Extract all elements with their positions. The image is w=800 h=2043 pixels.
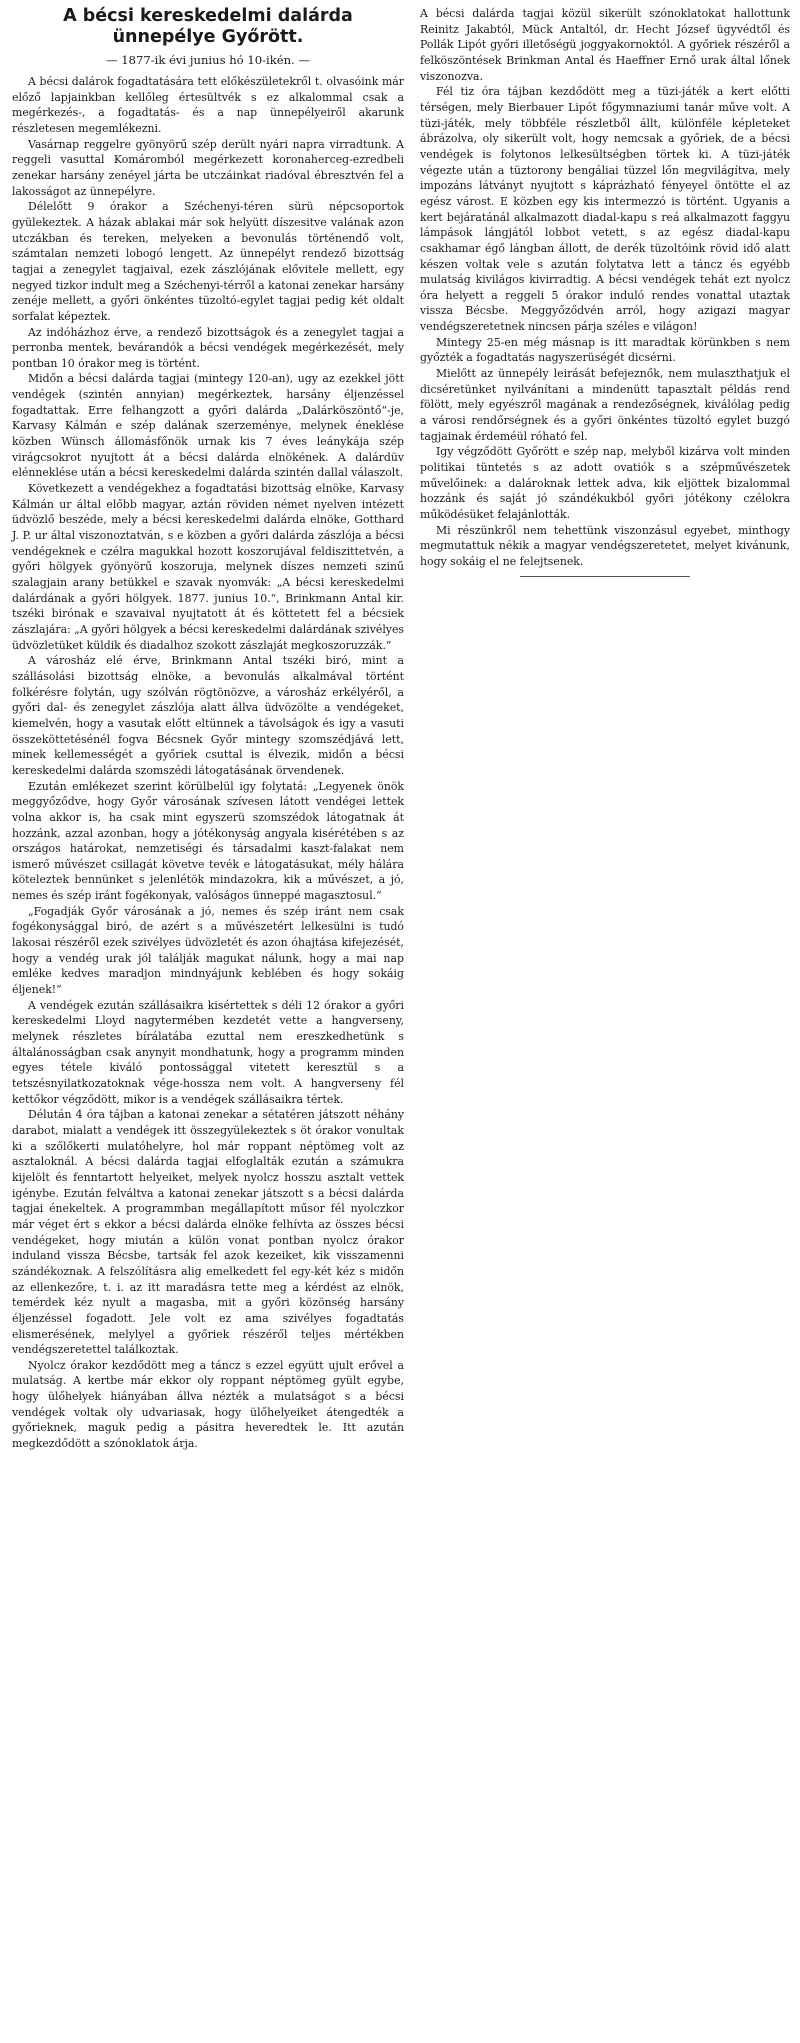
paragraph-continued: A bécsi dalárda tagjai közül sikerült szónoklatokat hallottunk Reinitz Jakabtól, Mück Antaltól, dr. Hecht József ügyvédtől és Pollák Lipót győri illetőségü joggyakornoktól. A győriek részéről a felköszöntések Brinkman Antal és Haeffner Ernő urak által lőnek viszonozva. [420,7,790,83]
end-rule [520,576,690,577]
paragraph: Midőn a bécsi dalárda tagjai (mintegy 120-an), ugy az ezekkel jött vendégek (szintén annyian) megérkeztek, harsány éljenzéssel fogadtattak. Erre felhangzott a győri dalárda „Dalárköszöntő“-je, Karvasy Kálmán e szép dalának szerzeménye, melynek éneklése közben Wünsch állomásfőnök urnak kis 7 éves leánykája szép virágcsokrot nyujtott át a bécsi dalárda elnökének. A dalárdüv elénneklése után a bécsi kereskedelmi dalárda szintén dallal válaszolt. [12,372,404,480]
paragraph: Fél tiz óra tájban kezdődött meg a tüzi-játék a kert előtti térségen, mely Bierbauer Lipót főgymnaziumi tanár műve volt. A tüzi-játék, mely többféle részletből állt, különféle képleteket ábrázolva, oly sikerült volt, hogy nemcsak a győriek, de a bécsi vendégek is folytonos lelkesültségben törtek ki. A tüzi-játék végezte után a tüztorony bengáliai tüzzel lőn megvilágítva, mely impozáns látványt nyujtott s káprázható fényeyel öntötte el az egész várost. E közben egy kis intermezzó is történt. Ugyanis a kert bejáratánál alkalmazott diadal-kapu s reá alkalmazott faggyu lámpások lángjától lobbot vetett, s az egész diadal-kapu csakhamar égő lángban állott, de derék tüzoltóink rövid idő alatt készen voltak vele s azután folytatva lett a táncz és egyébb mulatság kivilágos kivirradtig. A bécsi vendégek tehát ezt nyolcz óra helyett a reggeli 5 órakor induló rendes vonattal utaztak vissza Bécsbe. Meggyőződvén arról, hogy azigazi magyar vendégszeretetnek nincsen párja széles e világon! [420,85,790,334]
paragraph: Következett a vendégekhez a fogadtatási bizottság elnöke, Karvasy Kálmán ur által előbb magyar, aztán röviden német nyelven intézett üdvözlő beszéde, mely a bécsi kereskedelmi dalárda elnöke, Gotthard J. P. ur által viszonoztatván, s e közben a győri dalárda zászlója a bécsi vendégeknek e czélra magukkal hozott koszorujával feldiszittetvén, a győri hölgyek gyönyörű koszoruja, melynek díszes nemzeti szinű szalagjain arany betükkel e szavak nyomvák: „A bécsi kereskedelmi dalárdának a győri hölgyek. 1877. junius 10.“, Brinkmann Antal kir. tszéki birónak e szavaival nyujtatott át és köttetett fel a bécsiek zászlajára: „A győri hölgyek a bécsi kereskedelmi dalárdának szivélyes üdvözletüket küldik és diadalhoz szokott zászlaját megkoszoruzzák.“ [12,482,404,652]
paragraph: A vendégek ezután szállásaikra kisértettek s déli 12 órakor a győri kereskedelmi Lloyd nagytermében kezdetét vette a hangverseny, melynek részletes bírálatába ezuttal nem ereszkedhetünk s általánosságban csak anynyit mondhatunk, hogy a programm minden egyes tétele kiváló pontossággal vitetett keresztül s a tetszésnyilatkozatoknak vége-hossza nem volt. A hangverseny fél kettőkor végződött, mikor is a vendégek szállásaikra tértek. [12,998,404,1106]
paragraph: Délelőtt 9 órakor a Széchenyi-téren sürü népcsoportok gyülekeztek. A házak ablakai már sok helyütt díszesitve valának azon utczákban és tereken, melyeken a bevonulás történendő volt, számtalan nemzeti lobogó lengett. Az ünnepélyt rendező bizottság tagjai a zenegylet tagjaival, ezek zászlójának elővitele mellett, egy negyed tizkor indult meg a Széchenyi-térről a katonai zenekar harsány zenéje mellett, a győri önkéntes tüzoltó-egylet tagjai pedig két oldalt sorfalat képeztek. [12,200,404,323]
article-dateline: — 1877-ik évi junius hó 10-ikén. — [105,53,311,67]
paragraph: Igy végződött Győrött e szép nap, melyből kizárva volt minden politikai tüntetés s az adott ovatiók s a szépművészetek művelőinek: a dalároknak lettek adva, kik eljöttek bizalommal hozzánk és saját jó szándékukból győri jótékony czélokra működésüket felajánlották. [420,445,790,521]
paragraph: Mielőtt az ünnepély leirását befejeznők, nem mulaszthatjuk el dicséretünket nyilvánítani a mindenütt tapasztalt példás rend fölött, mely egyészről magának a rendezőségnek, kiválólag pedig a városi rendőrségnek és a győri önkéntes tüzoltó egylet buzgó tagjainak érdeméül róható fel. [420,367,790,443]
paragraph: Ezután emlékezet szerint körülbelül igy folytatá: „Legyenek önök meggyőződve, hogy Győr városának szívesen látott vendégei lettek volna akkor is, ha csak mint egyszerü szomszédok látogatnak át hozzánk, azzal azonban, hogy a jótékonyság angyala kisérétében s az országos határokat, nemzetiségi és társadalmi kaszt-falakat nem ismerő művészet csillagát követve tevék e látogatásukat, mély hálára köteleztek bennünket s jelenlétök mindazokra, kik a művészet, a jó, nemes és szép iránt fogékonyak, valóságos ünneppé magasztosul.“ [12,779,404,903]
title-line-2: ünnepélye Győrött. [112,27,304,47]
left-column [12,6,404,1452]
title-line-1: A bécsi kereskedelmi dalárda [63,6,353,26]
paragraph: Mintegy 25-en még másnap is itt maradtak körünkben s nem győzték a fogadtatás nagyszerüségét dicsérni. [420,335,790,365]
paragraph: A bécsi dalárok fogadtatására tett előkészületekről t. olvasóink már előző lapjainkban kellőleg értesültvék s ez alkalommal csak a megérkezés-, a fogadtatás- és a nap ünnepélyeiről akarunk részletesen megemlékezni. [12,75,404,135]
article-title [12,6,404,48]
paragraph: „Fogadják Győr városának a jó, nemes és szép iránt nem csak fogékonysággal biró, de azért s a művészetért lelkesülni is tudó lakosai részéről ezek szivélyes üdvözletét és azon óhajtása kifejezését, hogy a vendég urak jól találják magukat nálunk, hogy a mai nap emléke kedves maradjon mindnyájunk keblében és hogy sokáig éljenek!“ [12,904,404,997]
end-rule-wrap [420,570,790,580]
paragraph: Délután 4 óra tájban a katonai zenekar a sétatéren játszott néhány darabot, mialatt a vendégek itt összegyülekeztek s öt órakor vonultak ki a szőlőkerti mulatóhelyre, hol már roppant néptömeg volt az asztaloknál. A bécsi dalárda tagjai elfoglalták ezután a számukra kijelölt és fenntartott helyeiket, melyek nyolcz hosszu asztalt vettek igénybe. Ezután felváltva a katonai zenekar játszott s a bécsi dalárda tagjai énekeltek. A programmban megállapított műsor fél nyolczkor már véget ért s ekkor a bécsi dalárda elnöke felhívta az összes bécsi vendégeket, hogy miután a külön vonat pontban nyolcz órakor induland vissza Bécsbe, tartsák fel azok kezeiket, kik visszamenni szándékoznak. A felszólításra alig emelkedett fel egy-két kéz s midőn az ellenkezőre, t. i. az itt maradásra tette meg a kérdést az elnök, temérdek kéz nyult a magasba, mit a győri közönség harsány éljenzéssel fogadott. Jele volt ez ama szivélyes fogadtatás elismerésének, melylyel a győriek részéről teljes mértékben vendégszeretettel találkoztak. [12,1108,404,1357]
paragraph: Az indóházhoz érve, a rendező bizottságok és a zenegylet tagjai a perronba mentek, bevárandók a bécsi vendégek megérkezését, mely pontban 10 órakor meg is történt. [12,325,404,370]
right-column [420,6,790,580]
paragraph: A városház elé érve, Brinkmann Antal tszéki biró, mint a szállásolási bizottság elnöke, a bevonulás alkalmával történt folkérésre folytán, ugy szólván rögtönözve, a városház erkélyéről, a győri dal- és zenegylet zászlója alatt állva üdvözölte a vendégeket, kiemelvén, hogy a vasutak előtt eltünnek a távolságok és igy a vasuti összeköttetésénél fogva Bécsnek Győr mintegy szomszédjává lett, minek kellemességét a győriek csuttal is élvezik, midőn a bécsi kereskedelmi dalárda szomszédi látogatásának örvendenek. [12,654,404,777]
paragraph: Nyolcz órakor kezdődött meg a táncz s ezzel együtt ujult erővel a mulatság. A kertbe már ekkor oly roppant néptömeg gyült egybe, hogy ülőhelyek hiányában állva nézték a mulatságot s a bécsi vendégek voltak oly udvariasak, hogy ülőhelyeiket átengedték a győrieknek, maguk pedig a pásitra heveredtek le. Itt azután megkezdődött a szónoklatok árja. [12,1358,404,1451]
paragraph: Vasárnap reggelre gyönyörű szép derült nyári napra virradtunk. A reggeli vasuttal Komáromból megérkezett koronaherceg-ezredbeli zenekar harsány zenéyel járta be utczáinkat riadóval ébresztvén fel a lakosságot az ünnepélyre. [12,137,404,198]
paragraph: Mi részünkről nem tehettünk viszonzásul egyebet, minthogy megmutattuk nékik a magyar vendégszeretetet, melyet kivánunk, hogy sokáig el ne felejtsenek. [420,523,790,568]
